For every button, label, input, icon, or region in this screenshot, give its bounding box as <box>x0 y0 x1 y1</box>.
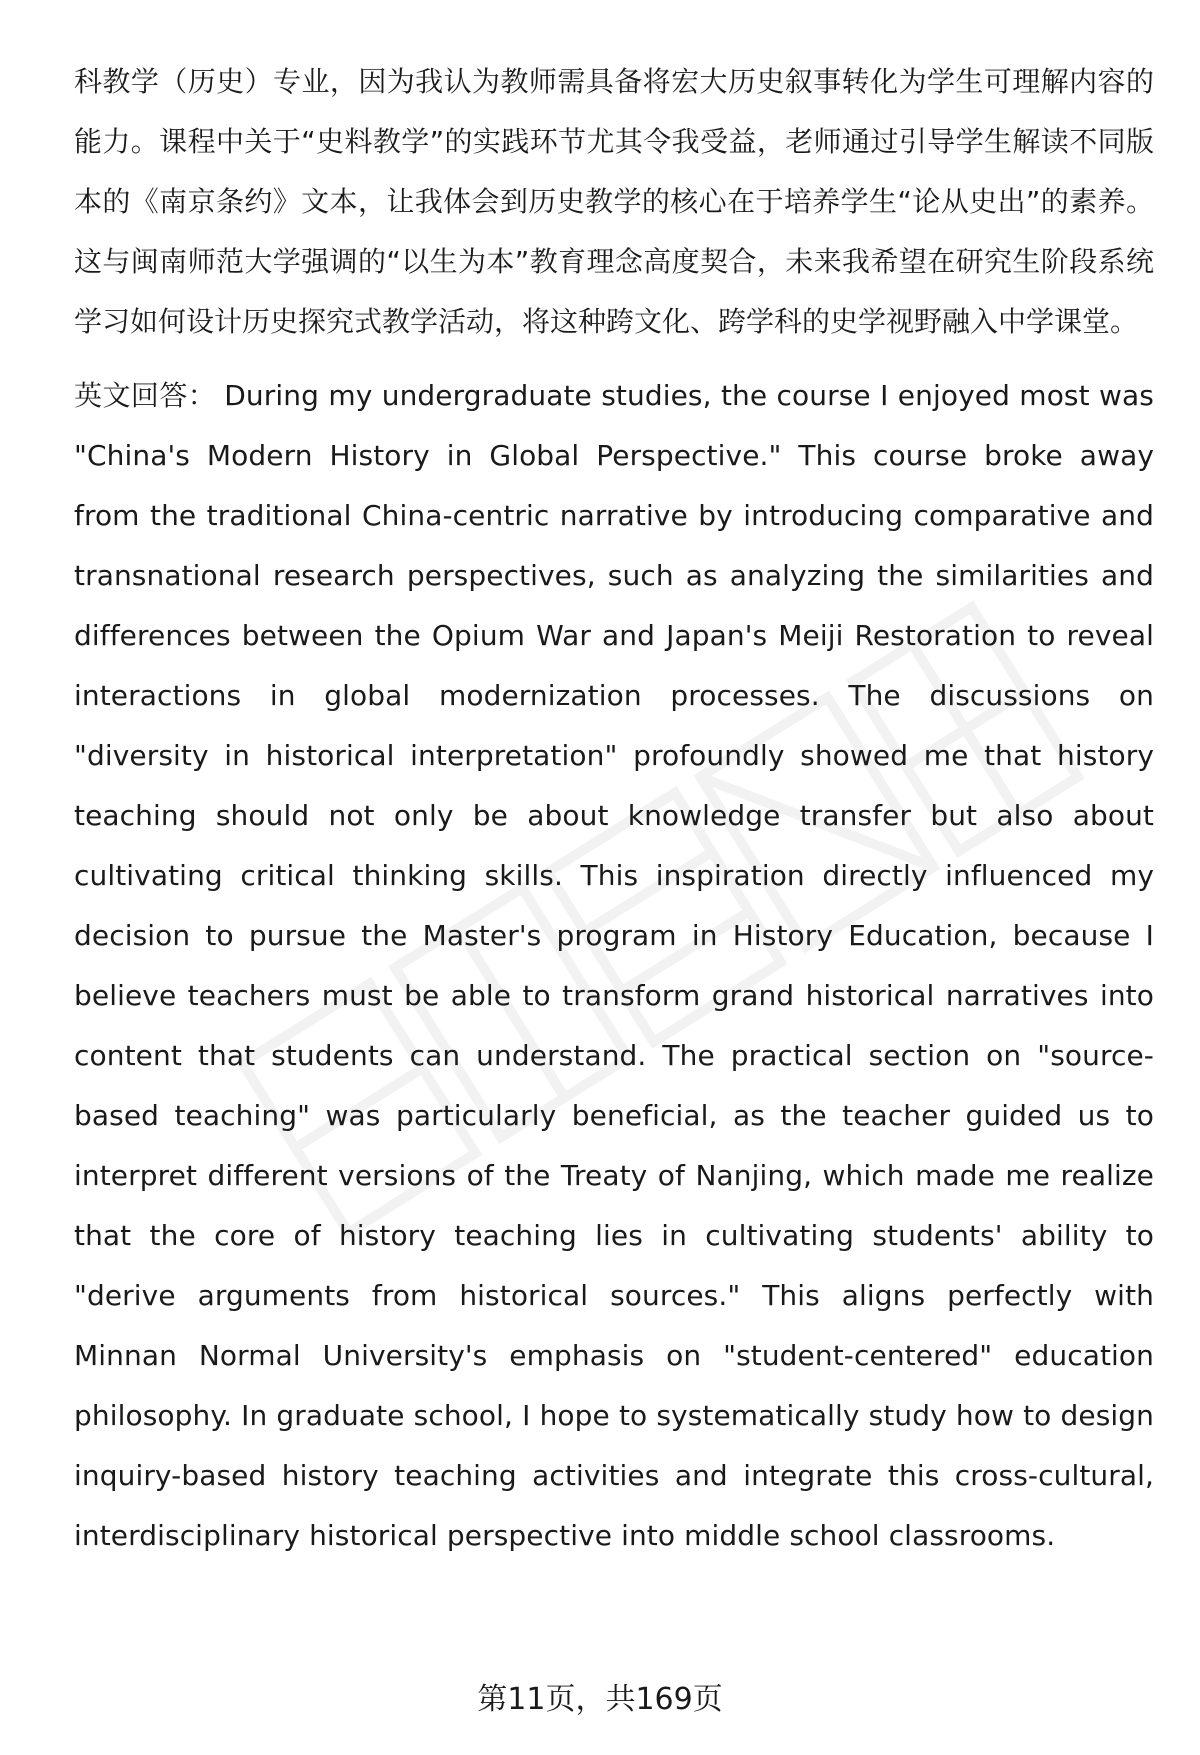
english-answer-label: 英文回答： <box>74 379 217 412</box>
document-body <box>74 52 1154 1566</box>
english-answer-paragraph <box>74 366 1154 1566</box>
chinese-answer-paragraph: 科教学（历史）专业，因为我认为教师需具备将宏大历史叙事转化为学生可理解内容的能力。课程中关于“史料教学”的实践环节尤其令我受益，老师通过引导学生解读不同版本的《南京条约》文本，让我体会到历史教学的核心在于培养学生“论从史出”的素养。这与闽南师范大学强调的“以生为本”教育理念高度契合，未来我希望在研究生阶段系统学习如何设计历史探究式教学活动，将这种跨文化、跨学科的史学视野融入中学课堂。 <box>74 65 1154 338</box>
page-number: 第11页，共169页 <box>477 1682 723 1717</box>
english-answer-text: During my undergraduate studies, the course I enjoyed most was "China's Modern History in Global Perspective." This course broke away from the traditional China-centric narrative by introducing comparative and transnational research perspectives, such as analyzing the similarities and differences between the Opium War and Japan's Meiji Restoration to reveal interactions in global modernization processes. The discussions on "diversity in historical interpretation" profoundly showed me that history teaching should not only be about knowledge transfer but also about cultivating critical thinking skills. This inspiration directly influenced my decision to pursue the Master's program in History Education, because I believe teachers must be able to transform grand historical narratives into content that students can understand. The practical section on "source-based teaching" was particularly beneficial, as the teacher guided us to interpret different versions of the Treaty of Nanjing, which made me realize that the core of history teaching lies in cultivating students' ability to "derive arguments from historical sources." This aligns perfectly with Minnan Normal University's emphasis on "student-centered" education philosophy. In graduate school, I hope to systematically study how to design inquiry-based history teaching activities and integrate this cross-cultural, interdisciplinary historical perspective into middle school classrooms. <box>74 379 1154 1552</box>
